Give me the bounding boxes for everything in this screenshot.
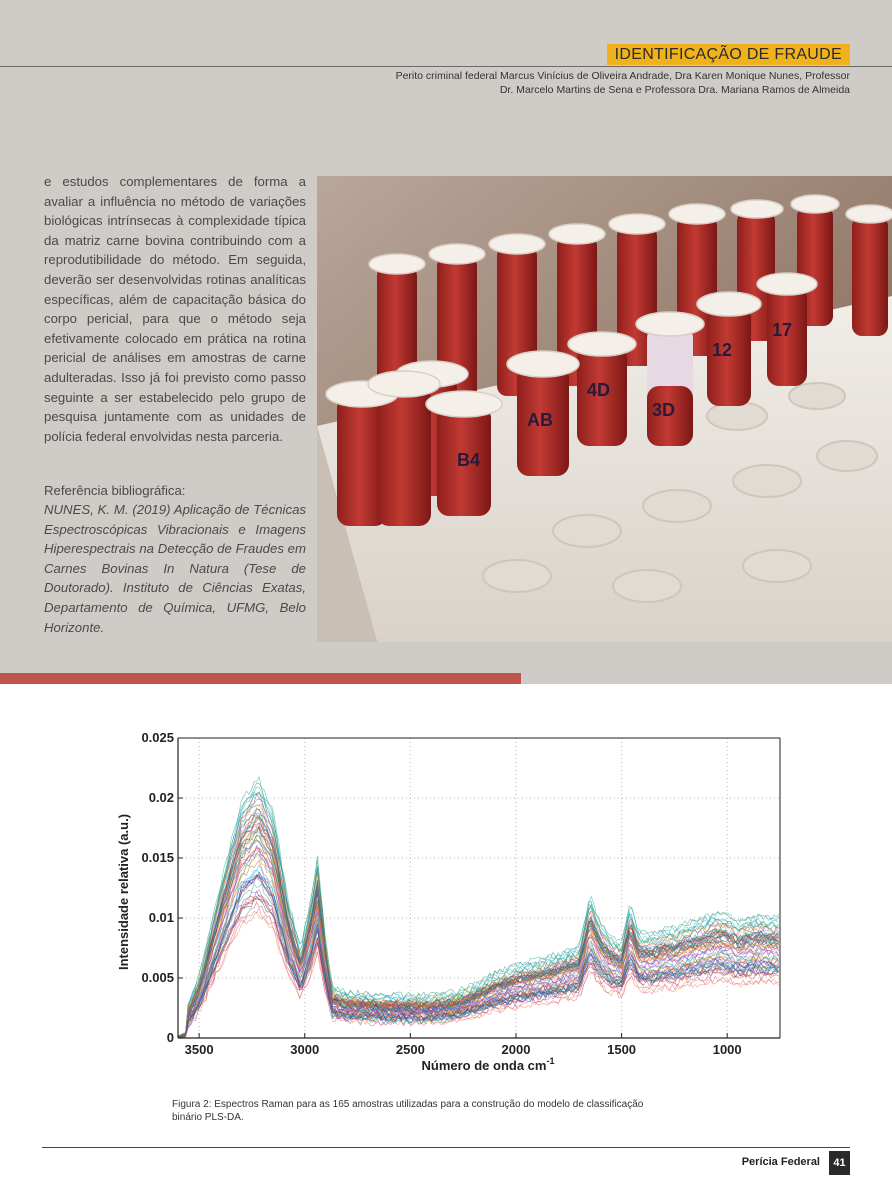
- x-axis-label-main: Número de onda cm: [421, 1058, 547, 1073]
- spectra-lines: [178, 777, 779, 1038]
- tube-label-3: 3D: [652, 400, 676, 420]
- reference-text: NUNES, K. M. (2019) Aplicação de Técnicas Espectroscópicas Vibracionais e Imagens Hiperespectrais na Detecção de Fraudes em Carnes Bovinas In Natura (Tese de Doutorado). Instituto de Ciências Exatas, Departamento de Química, UFMG, Belo Horizonte.: [44, 502, 306, 635]
- reference-heading: Referência bibliográfica:: [44, 483, 186, 498]
- footer-rule: [42, 1147, 850, 1148]
- authors: [250, 69, 850, 97]
- tube-label-2: AB: [527, 410, 553, 430]
- x-tick-label: 3500: [184, 1042, 214, 1057]
- authors-line-1: Perito criminal federal Marcus Vinícius de Oliveira Andrade, Dra Karen Monique Nunes, Professor: [395, 70, 850, 82]
- y-tick-label: 0.025: [141, 730, 174, 745]
- y-tick-label: 0.015: [141, 850, 174, 865]
- figure-caption: Figura 2: Espectros Raman para as 165 amostras utilizadas para a construção do modelo de classificação binário PLS-DA.: [172, 1099, 644, 1123]
- x-tick-label: 2000: [501, 1042, 531, 1057]
- y-axis-label: Intensidade relativa (a.u.): [116, 813, 131, 971]
- y-tick-label: 0.02: [148, 790, 174, 805]
- tube-label-5: 12: [712, 340, 733, 360]
- spectrum-line: [178, 817, 779, 1037]
- authors-line-2: Dr. Marcelo Martins de Sena e Professora Dra. Mariana Ramos de Almeida: [499, 84, 850, 96]
- x-tick-label: 1500: [607, 1042, 637, 1057]
- x-axis-label-sup: -1: [546, 1056, 555, 1066]
- y-tick-label: 0.005: [141, 970, 174, 985]
- body-paragraph: e estudos complementares de forma a avaliar a influência no método de variações biológicas intrínsecas à complexidade típica da matriz carne bovina contribuindo com a reprodutibilidade do método. Em seguida, deverão ser desenvolvidas rotinas analíticas específicas, além de capacitação básica do corpo pericial, para que o método seja efetivamente colocado em prática na rotina pericial de análises em amostras de carne adulteradas. Isso já foi previsto como passo seguinte a ser estabelecido pelo grupo de pesquisa juntamente com as unidades de polícia federal envolvidas nesta parceria.: [44, 174, 306, 444]
- tube-label-1: B4: [457, 450, 481, 470]
- y-tick-label: 0: [166, 1030, 174, 1045]
- chart-svg: [108, 722, 788, 1082]
- footer-title: Perícia Federal: [741, 1156, 820, 1168]
- photo-illustration: [317, 176, 892, 642]
- raman-spectra-chart: [108, 722, 788, 1082]
- header-rule: [0, 66, 892, 67]
- x-axis-label: [422, 1056, 555, 1073]
- sample-tubes-photo: [317, 176, 892, 642]
- x-tick-label: 2500: [395, 1042, 425, 1057]
- accent-red-bar: [0, 673, 521, 684]
- section-tag: IDENTIFICAÇÃO DE FRAUDE: [607, 44, 850, 65]
- tube-label-6: 17: [772, 320, 793, 340]
- tube-label-4: 4D: [587, 380, 611, 400]
- y-tick-label: 0.01: [148, 910, 174, 925]
- page-number: 41: [829, 1151, 850, 1175]
- x-tick-label: 1000: [712, 1042, 742, 1057]
- spectrum-line: [178, 876, 779, 1037]
- x-tick-label: 3000: [290, 1042, 320, 1057]
